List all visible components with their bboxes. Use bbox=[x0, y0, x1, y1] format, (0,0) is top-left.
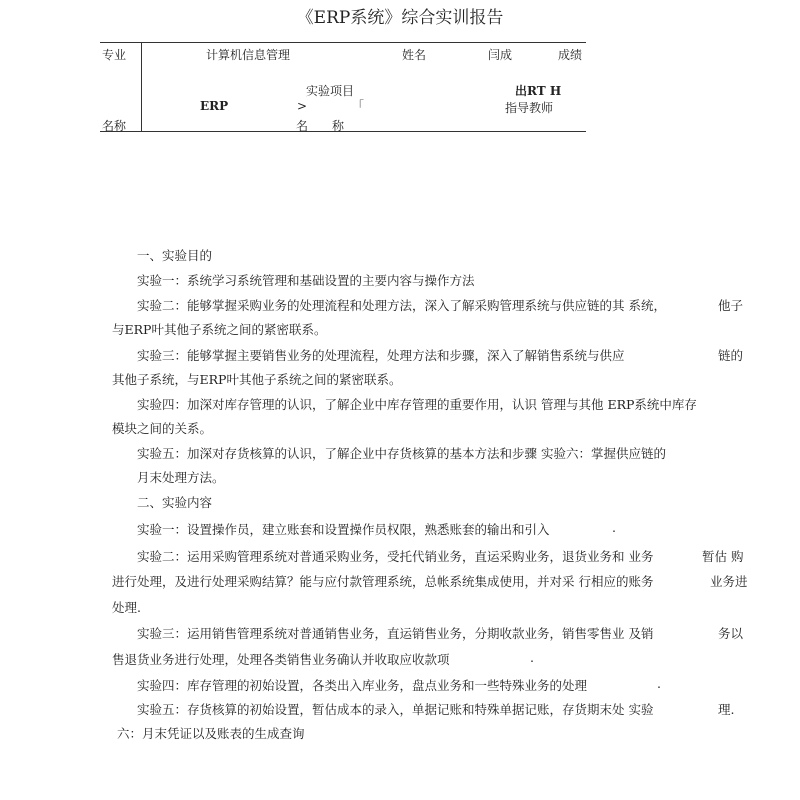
content-line: 售退货业务进行处理，处理各类销售业务确认并收取应收款项 bbox=[112, 652, 450, 667]
content-line: 六：月末凭证以及账表的生成查询 bbox=[117, 726, 305, 741]
purpose-line: 其他子系统，与ERP叶其他子系统之间的紧密联系。 bbox=[112, 372, 402, 387]
erp-text: ERP bbox=[200, 99, 229, 113]
name-label: 姓名 bbox=[402, 48, 427, 62]
purpose-line: 与ERP叶其他子系统之间的紧密联系。 bbox=[112, 322, 327, 337]
purpose-line: 模块之间的关系。 bbox=[112, 421, 213, 436]
major-value: 计算机信息管理 bbox=[206, 48, 291, 62]
content-line-fragment: 业务进 bbox=[710, 574, 748, 589]
purpose-line: 实验一：系统学习系统管理和基础设置的主要内容与操作方法 bbox=[137, 273, 475, 288]
teacher-label: 指导教师 bbox=[505, 101, 554, 115]
content-line: 实验五：存货核算的初始设置，暂估成本的录入，单据记账和特殊单据记账，存货期末处 实验 bbox=[137, 702, 654, 717]
grade-label: 成绩 bbox=[558, 48, 583, 62]
content-line-fragment: . bbox=[530, 650, 534, 665]
name-row-label: 名称 bbox=[102, 119, 127, 133]
purpose-line: 实验四：加深对库存管理的认识，了解企业中库存管理的重要作用，认识 管理与其他 ERP系统中库存 bbox=[137, 397, 697, 412]
content-line-fragment: . bbox=[612, 520, 616, 535]
content-line-fragment: 理. bbox=[718, 702, 735, 717]
arrow-text: > bbox=[297, 99, 308, 113]
table-top-border bbox=[100, 42, 586, 43]
content-line-fragment: . bbox=[657, 676, 661, 691]
major-label: 专业 bbox=[102, 48, 127, 62]
content-line-fragment: 暂估 购 bbox=[702, 549, 744, 564]
purpose-line-fragment: 链的 bbox=[718, 348, 744, 363]
section-heading-purpose: 一、实验目的 bbox=[137, 248, 213, 263]
purpose-line: 实验三：能够掌握主要销售业务的处理流程，处理方法和步骤，深入了解销售系统与供应 bbox=[137, 348, 625, 363]
report-title: 《ERP系统》综合实训报告 bbox=[296, 8, 504, 28]
content-line: 实验三：运用销售管理系统对普通销售业务，直运销售业务，分期收款业务，销售零售业 及销 bbox=[137, 626, 654, 641]
project-tail: 出RT H bbox=[515, 84, 562, 98]
purpose-line: 月末处理方法。 bbox=[137, 470, 225, 485]
purpose-line: 实验五：加深对存货核算的认识，了解企业中存货核算的基本方法和步骤 实验六：掌握供应链的 bbox=[137, 446, 666, 461]
project-label: 实验项目 bbox=[306, 84, 355, 98]
content-line: 进行处理，及进行处理采购结算？能与应付款管理系统，总帐系统集成使用，并对采 行相应的账务 bbox=[112, 574, 654, 589]
bracket-text: 「 bbox=[352, 99, 365, 113]
section-heading-content: 二、实验内容 bbox=[137, 495, 213, 510]
content-line-fragment: 务以 bbox=[718, 626, 744, 641]
content-line: 实验一：设置操作员，建立账套和设置操作员权限，熟悉账套的输出和引入 bbox=[137, 522, 550, 537]
content-line: 实验二：运用采购管理系统对普通采购业务，受托代销业务，直运采购业务，退货业务和 业务 bbox=[137, 549, 654, 564]
purpose-line-fragment: 他子 bbox=[718, 298, 744, 313]
name-value: 闫成 bbox=[488, 48, 513, 62]
name-chars: 名 称 bbox=[296, 119, 345, 133]
content-line: 实验四：库存管理的初始设置，各类出入库业务，盘点业务和一些特殊业务的处理 bbox=[137, 678, 588, 693]
table-vertical-border bbox=[141, 42, 142, 132]
content-line: 处理. bbox=[112, 600, 141, 615]
purpose-line: 实验二：能够掌握采购业务的处理流程和处理方法，深入了解采购管理系统与供应链的其 系统， bbox=[137, 298, 666, 313]
